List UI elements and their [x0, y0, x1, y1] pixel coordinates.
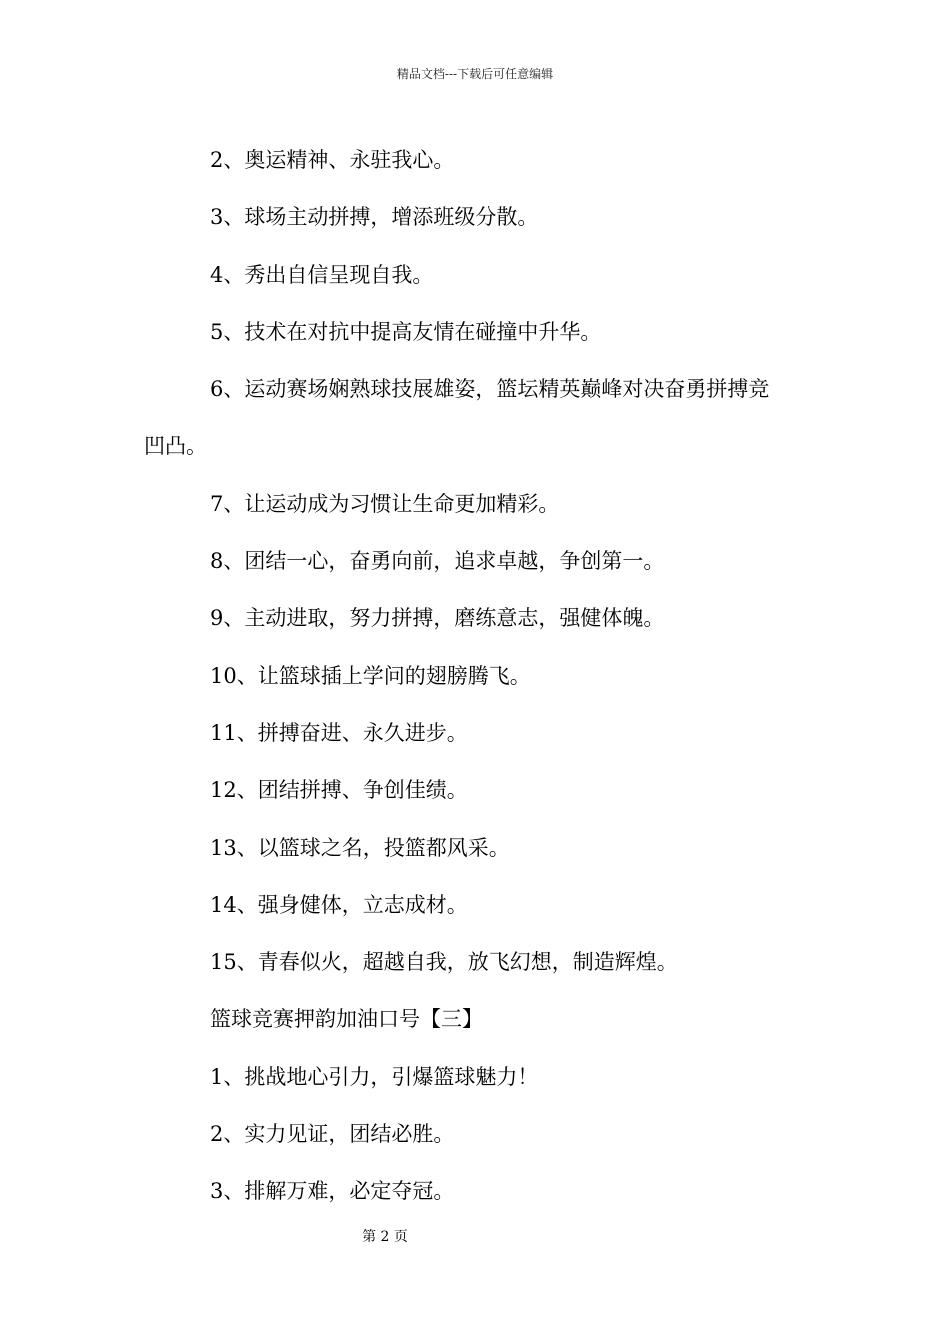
slogan-item: 3、球场主动拼搏，增添班级分散。 — [210, 205, 539, 230]
slogan-item: 2、实力见证，团结必胜。 — [210, 1122, 455, 1147]
slogan-item: 4、秀出自信呈现自我。 — [210, 262, 434, 287]
page-header: 精品文档---下载后可任意编辑 — [396, 67, 554, 81]
slogan-item: 8、团结一心，奋勇向前，追求卓越，争创第一。 — [210, 549, 665, 574]
slogan-item: 5、技术在对抗中提高友情在碰撞中升华。 — [210, 319, 602, 344]
slogan-item: 11、拼搏奋进、永久进步。 — [210, 720, 468, 745]
slogan-item: 10、让篮球插上学问的翅膀腾飞。 — [210, 663, 531, 688]
slogan-item: 9、主动进取，努力拼搏，磨练意志，强健体魄。 — [210, 606, 665, 631]
slogan-item: 13、以篮球之名，投篮都风采。 — [210, 835, 510, 860]
slogan-item: 15、青春似火，超越自我，放飞幻想，制造辉煌。 — [210, 950, 678, 975]
page-number: 第 2 页 — [362, 1229, 408, 1245]
slogan-item: 7、让运动成为习惯让生命更加精彩。 — [210, 491, 560, 516]
section-heading: 篮球竞赛押韵加油口号【三】 — [210, 1007, 483, 1032]
slogan-line-continuation: 凹凸。 — [144, 434, 207, 459]
slogan-item: 1、挑战地心引力，引爆篮球魅力！ — [210, 1064, 539, 1089]
slogan-item-wrapped — [0, 361, 950, 476]
document-body — [0, 132, 950, 1221]
slogan-item: 2、奥运精神、永驻我心。 — [210, 148, 455, 172]
slogan-item: 3、排解万难，必定夺冠。 — [210, 1179, 455, 1204]
slogan-item: 14、强身健体，立志成材。 — [210, 892, 468, 917]
slogan-line: 6、运动赛场娴熟球技展雄姿，篮坛精英巅峰对决奋勇拼搏竞 — [210, 377, 770, 402]
slogan-item: 12、团结拼搏、争创佳绩。 — [210, 778, 468, 803]
